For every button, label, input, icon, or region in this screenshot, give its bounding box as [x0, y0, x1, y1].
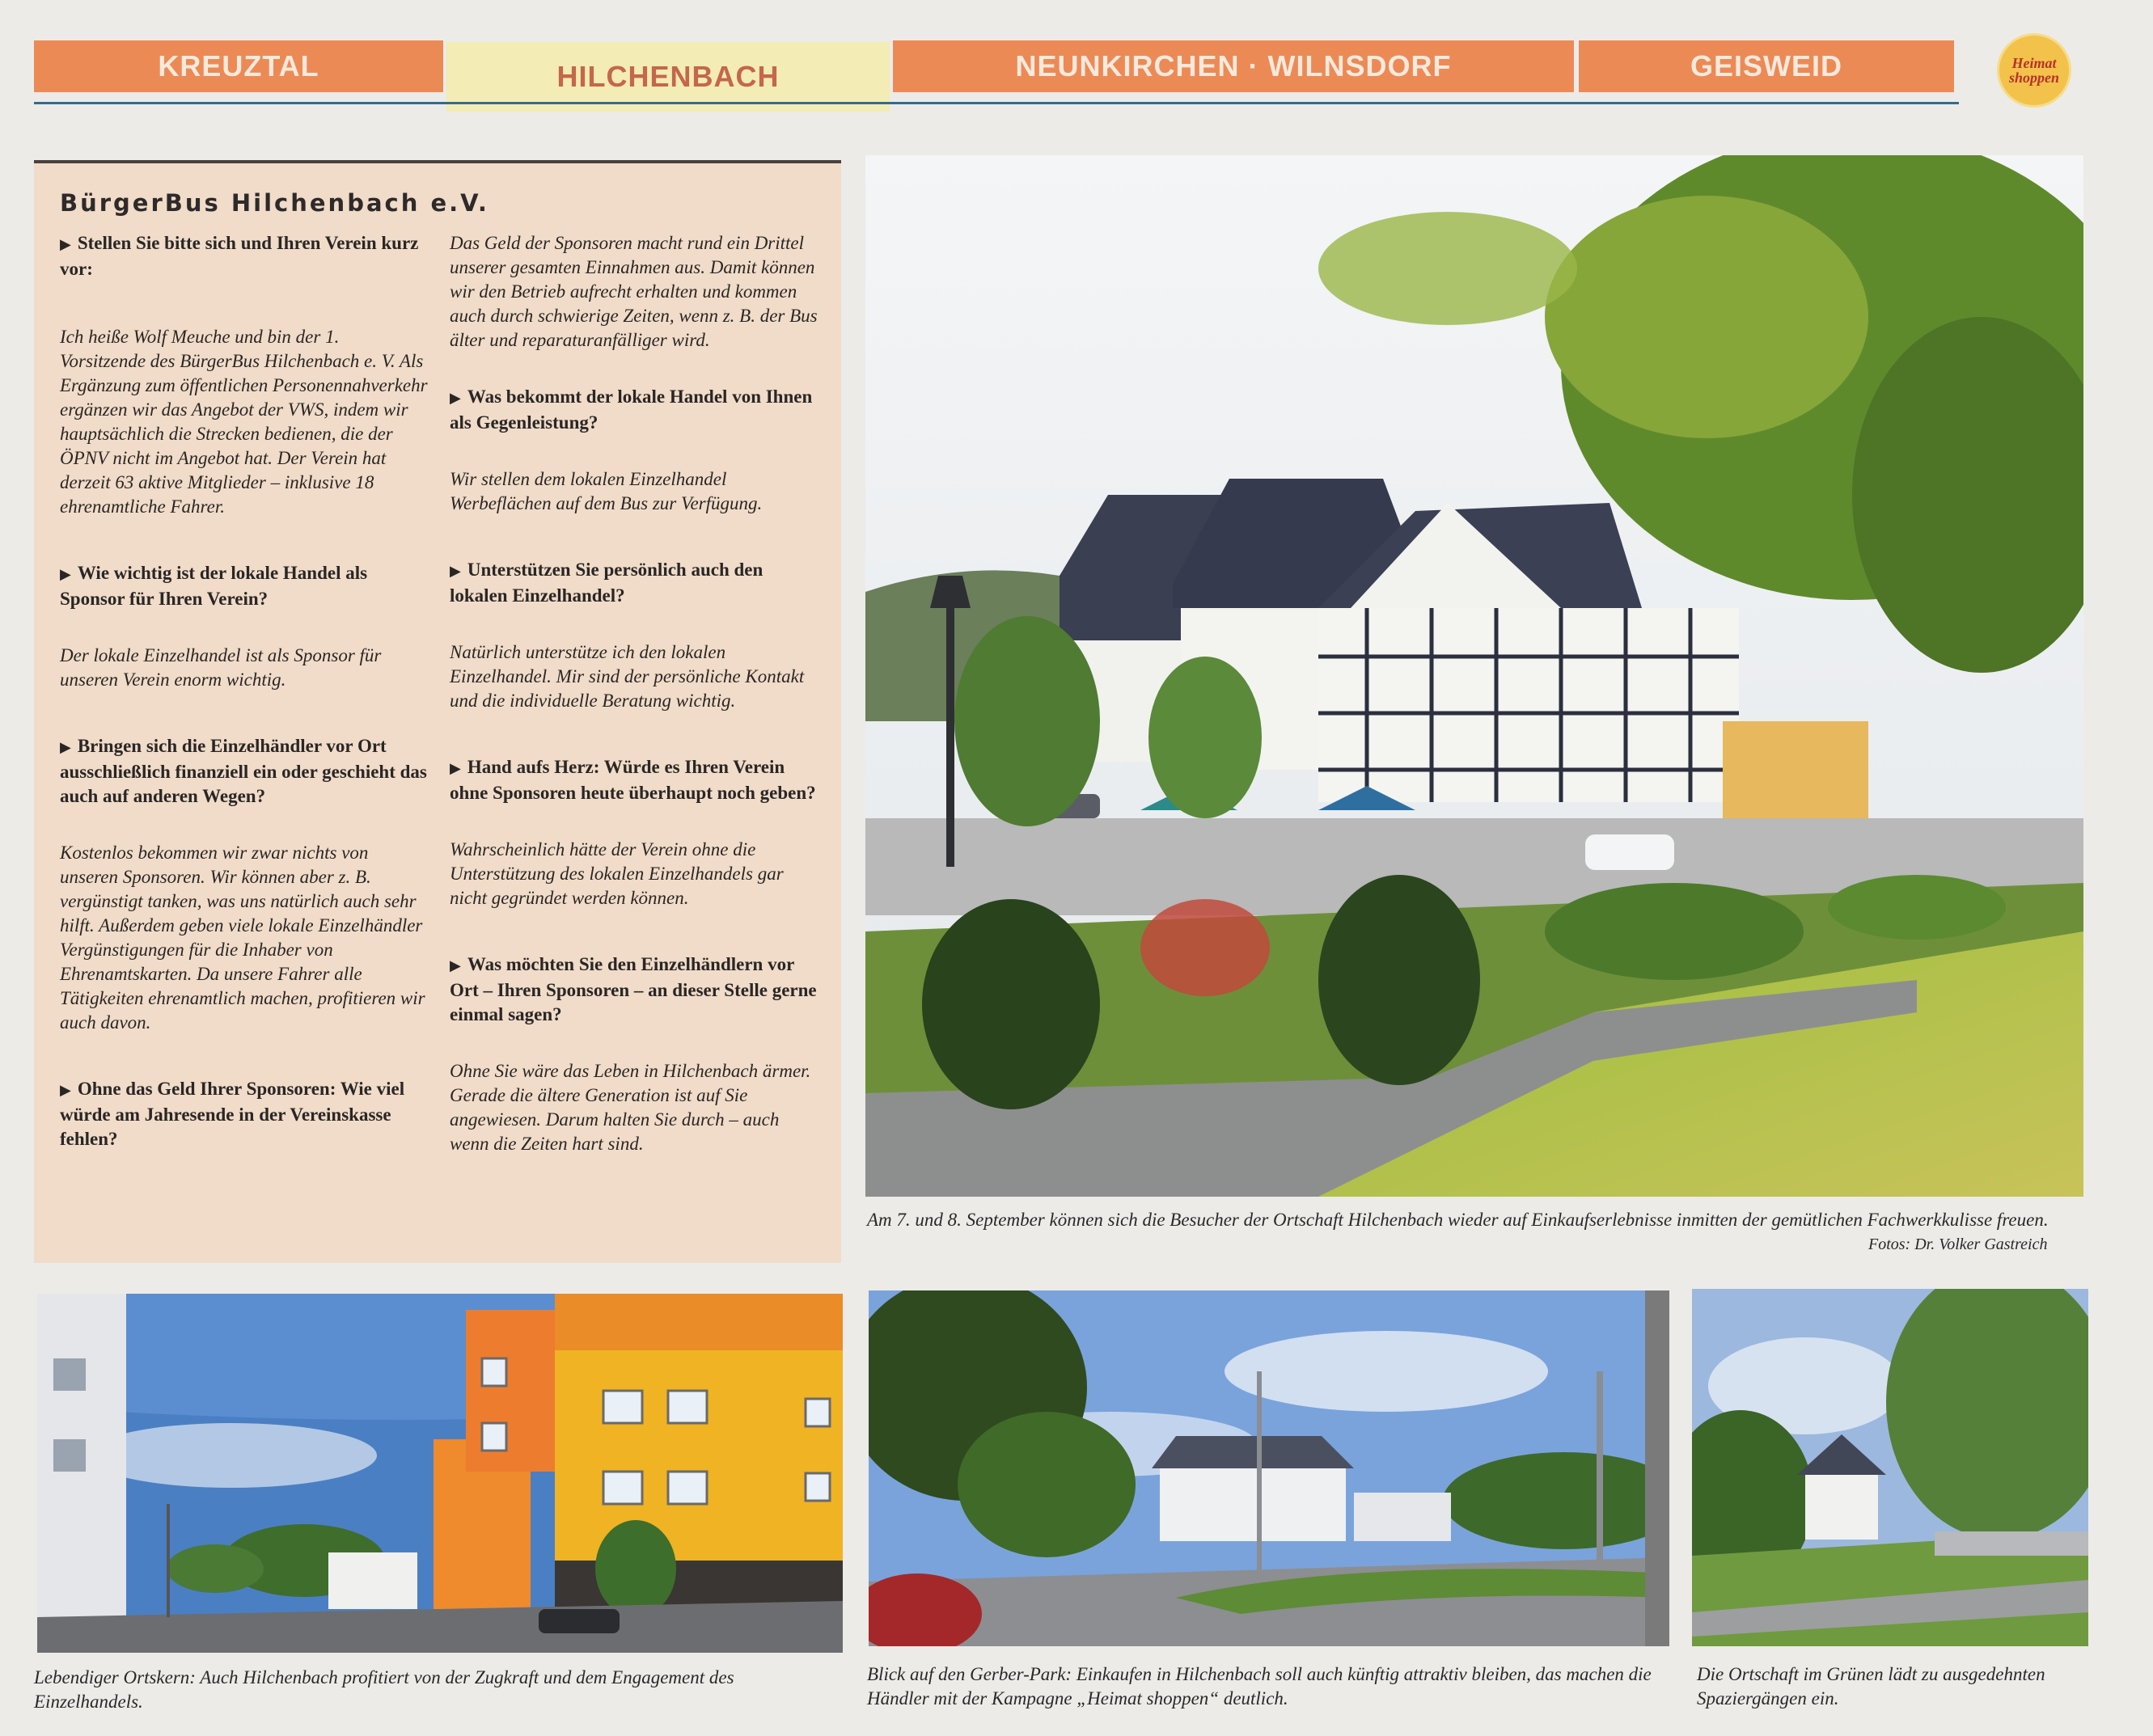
question: ▶ Was bekommt der lokale Handel von Ihnen als Gegenleistung?	[450, 386, 813, 433]
photo-orange-building	[37, 1294, 843, 1653]
heimat-shoppen-logo: Heimat shoppen	[1999, 36, 2069, 105]
interview-column-1	[60, 231, 429, 1171]
question: ▶ Ohne das Geld Ihrer Sponsoren: Wie viel würde am Jahresende in der Vereinskasse fehlen?	[60, 1079, 405, 1149]
answer: Das Geld der Sponsoren macht rund ein Drittel unserer gesamten Einnahmen aus. Damit können wir den Betrieb aufrecht erhalten und kommen auch durch schwierige Zeiten, wenn z. B. der Bus älter und reparaturanfälliger wird.	[450, 233, 818, 350]
main-photo-caption: Am 7. und 8. September können sich die Besucher der Ortschaft Hilchenbach wieder auf Einkaufserlebnisse inmitten der gemütlichen Fachwerkkulisse freuen.	[867, 1210, 2049, 1230]
interview-column-2	[450, 231, 818, 1198]
photo-village-green	[1692, 1289, 2088, 1646]
answer: Wahrscheinlich hätte der Verein ohne die Unterstützung des lokalen Einzelhandels gar nicht gegründet werden können.	[450, 839, 784, 908]
arrow-icon: ▶	[450, 760, 461, 777]
question: ▶ Bringen sich die Einzelhändler vor Ort ausschließlich finanziell ein oder geschieht das auch auf anderen Wegen?	[60, 736, 427, 806]
photo-credit: Fotos: Dr. Volker Gastreich	[1868, 1235, 2048, 1253]
photo-caption: Die Ortschaft im Grünen lädt zu ausgedehnten Spaziergängen ein.	[1697, 1664, 2045, 1709]
photo-caption: Lebendiger Ortskern: Auch Hilchenbach profitiert von der Zugkraft und dem Engagement des Einzelhandels.	[34, 1667, 734, 1712]
arrow-icon: ▶	[450, 563, 461, 580]
header-rule	[34, 102, 1959, 104]
arrow-icon: ▶	[60, 739, 71, 756]
answer: Natürlich unterstütze ich den lokalen Einzelhandel. Mir sind der persönliche Kontakt und die individuelle Beratung wichtig.	[450, 642, 805, 711]
answer: Wir stellen dem lokalen Einzelhandel Werbeflächen auf dem Bus zur Verfügung.	[450, 469, 763, 513]
answer: Der lokale Einzelhandel ist als Sponsor für unseren Verein enorm wichtig.	[60, 645, 382, 690]
tab-geisweid[interactable]: GEISWEID	[1579, 40, 1954, 92]
answer: Ich heiße Wolf Meuche und bin der 1. Vorsitzende des BürgerBus Hilchenbach e. V. Als Ergänzung zum öffentlichen Personennahverkehr ergänzen wir das Angebot der VWS, indem wir hauptsächlich die Strecken bedienen, die der ÖPNV nicht im Angebot hat. Der Verein hat derzeit 63 aktive Mitglieder – inklusive 18 ehrenamtliche Fahrer.	[60, 327, 428, 517]
interview-title: BürgerBus Hilchenbach e.V.	[60, 189, 489, 217]
arrow-icon: ▶	[60, 236, 71, 253]
question: ▶ Wie wichtig ist der lokale Handel als Sponsor für Ihren Verein?	[60, 563, 368, 609]
question: ▶ Unterstützen Sie persönlich auch den lokalen Einzelhandel?	[450, 560, 763, 606]
tab-hilchenbach[interactable]: HILCHENBACH	[446, 42, 890, 112]
arrow-icon: ▶	[60, 566, 71, 583]
answer: Kostenlos bekommen wir zwar nichts von unseren Sponsoren. Wir können aber z. B. vergünstigt tanken, was uns natürlich auch sehr hilft. Außerdem geben viele lokale Einzelhändler Vergünstigungen für die Inhaber von Ehrenamtskarten. Da unsere Fahrer alle Tätigkeiten ehrenamtlich machen, profitieren wir auch davon.	[60, 843, 425, 1033]
question: ▶ Was möchten Sie den Einzelhändlern vor Ort – Ihren Sponsoren – an dieser Stelle gerne einmal sagen?	[450, 954, 817, 1024]
photo-caption: Blick auf den Gerber-Park: Einkaufen in Hilchenbach soll auch künftig attraktiv bleiben, das machen die Händler mit der Kampagne „Heimat shoppen“ deutlich.	[867, 1664, 1652, 1709]
question: ▶ Hand aufs Herz: Würde es Ihren Verein ohne Sponsoren heute überhaupt noch geben?	[450, 757, 816, 803]
photo-gerber-park	[869, 1290, 1669, 1646]
arrow-icon: ▶	[450, 957, 461, 974]
arrow-icon: ▶	[450, 390, 461, 407]
interview-box	[34, 160, 841, 1263]
main-photo-half-timbered-square	[865, 155, 2083, 1197]
tab-kreuztal[interactable]: KREUZTAL	[34, 40, 443, 92]
answer: Ohne Sie wäre das Leben in Hilchenbach ärmer. Gerade die ältere Generation ist auf Sie angewiesen. Darum halten Sie durch – auch wenn die Zeiten hart sind.	[450, 1061, 811, 1154]
tab-neunkirchen-wilnsdorf[interactable]: NEUNKIRCHEN · WILNSDORF	[893, 40, 1574, 92]
question: ▶ Stellen Sie bitte sich und Ihren Verein kurz vor:	[60, 233, 419, 279]
arrow-icon: ▶	[60, 1082, 71, 1099]
section-navigation	[34, 40, 1959, 113]
